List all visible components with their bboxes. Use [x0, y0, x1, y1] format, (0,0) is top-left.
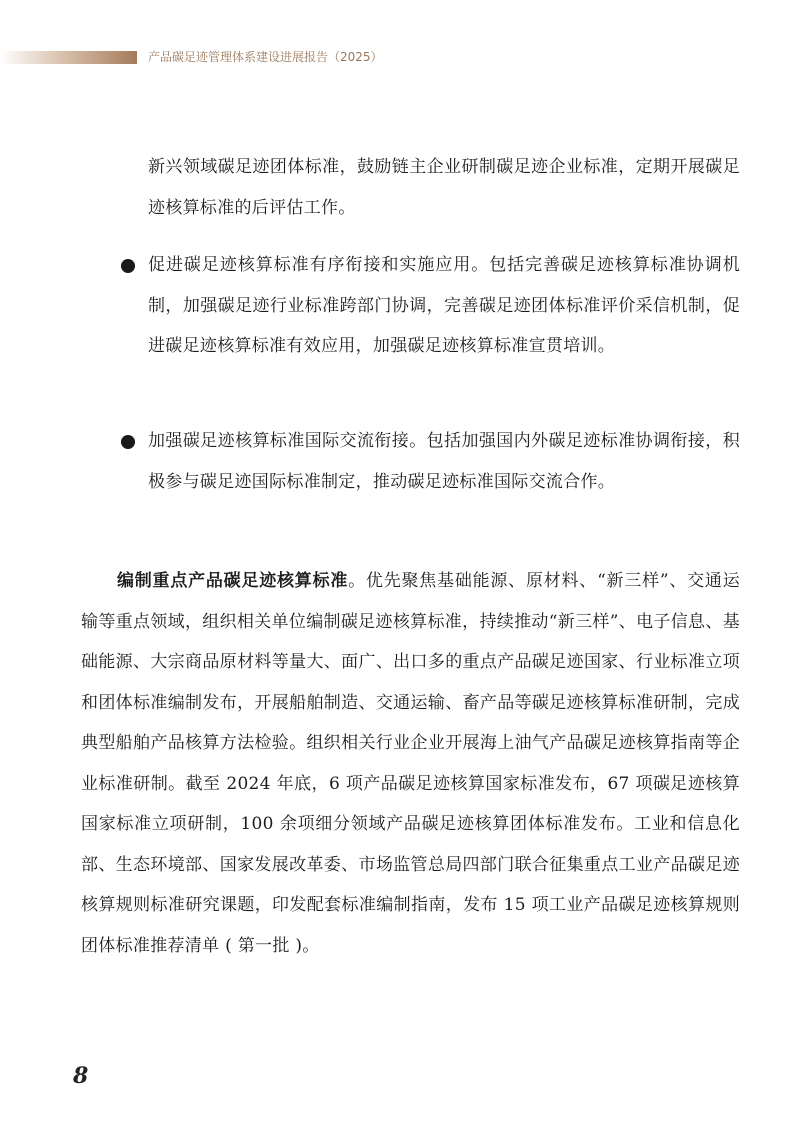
- header-decoration-band: [0, 51, 137, 64]
- bullet-item-text: 促进碳足迹核算标准有序衔接和实施应用。包括完善碳足迹核算标准协调机制，加强碳足迹行业标准跨部门协调，完善碳足迹团体标准评价采信机制，促进碳足迹核算标准有效应用，加强碳足迹核算标准宣贯培训。: [148, 255, 740, 356]
- page-number: 8: [73, 1063, 89, 1089]
- continued-paragraph: [148, 147, 740, 228]
- section-heading: 编制重点产品碳足迹核算标准: [117, 571, 349, 591]
- bullet-item-text: 加强碳足迹核算标准国际交流衔接。包括加强国内外碳足迹标准协调衔接，积极参与碳足迹国际标准制定，推动碳足迹标准国际交流合作。: [148, 431, 740, 492]
- continued-paragraph-text: 新兴领域碳足迹团体标准，鼓励链主企业研制碳足迹企业标准，定期开展碳足迹核算标准的后评估工作。: [148, 157, 740, 218]
- section-body-text: 。优先聚焦基础能源、原材料、“新三样”、交通运输等重点领域，组织相关单位编制碳足迹核算标准，持续推动“新三样”、电子信息、基础能源、大宗商品原材料等量大、面广、出口多的重点产品碳足迹国家、行业标准立项和团体标准编制发布，开展船舶制造、交通运输、畜产品等碳足迹核算标准研制，完成典型船舶产品核算方法检验。组织相关行业企业开展海上油气产品碳足迹核算指南等企业标准研制。截至 2024 年底，6 项产品碳足迹核算国家标准发布，67 项碳足迹核算国家标准立项研制，100 余项细分领域产品碳足迹核算团体标准发布。工业和信息化部、生态环境部、国家发展改革委、市场监管总局四部门联合征集重点工业产品碳足迹核算规则标准研究课题，印发配套标准编制指南，发布 15 项工业产品碳足迹核算规则团体标准推荐清单 ( 第一批 )。: [81, 571, 741, 956]
- bullet-dot-icon: [121, 435, 135, 449]
- running-header-title: 产品碳足迹管理体系建设进展报告（2025）: [148, 50, 383, 64]
- bullet-dot-icon: [121, 259, 135, 273]
- section-paragraph: [81, 561, 740, 966]
- bullet-item: [148, 245, 740, 367]
- bullet-item: [148, 421, 740, 502]
